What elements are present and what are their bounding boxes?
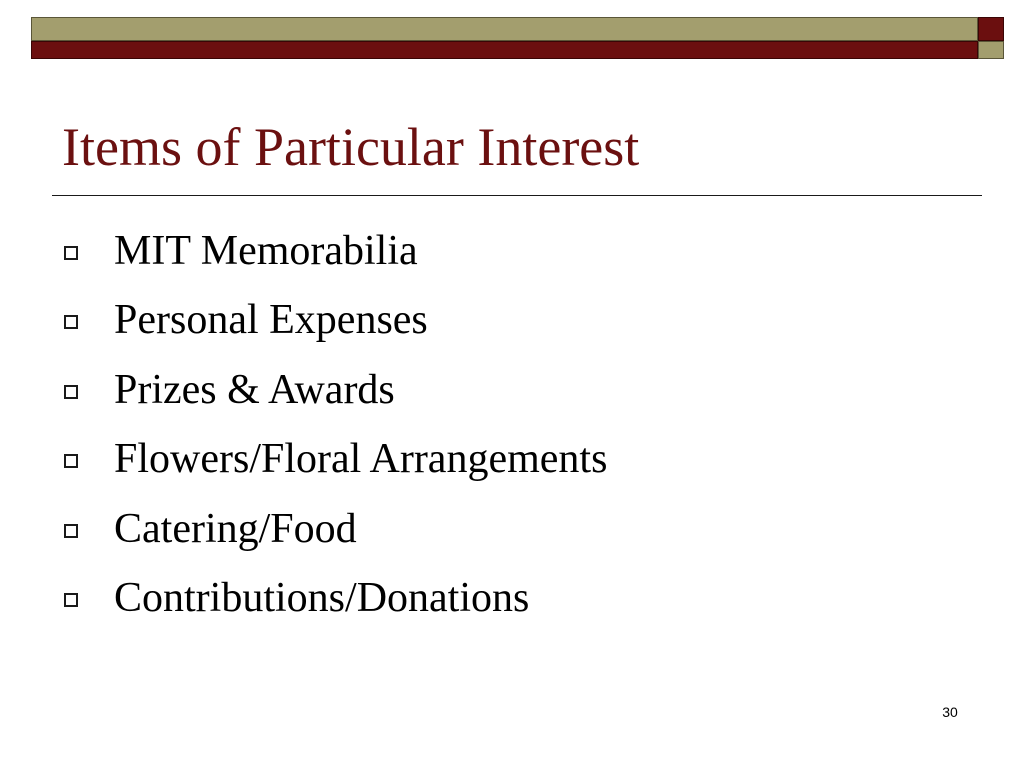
list-item: [64, 494, 607, 564]
square-bullet-icon: [64, 315, 78, 329]
list-item-text: Personal Expenses: [114, 297, 428, 344]
header-corner-maroon: [978, 17, 1004, 41]
title-divider: [52, 195, 982, 196]
list-item: [64, 286, 607, 356]
list-item-text: MIT Memorabilia: [114, 227, 418, 274]
square-bullet-icon: [64, 385, 78, 399]
list-item: [64, 216, 607, 286]
header-corner-olive: [978, 41, 1004, 59]
list-item-text: Flowers/Floral Arrangements: [114, 436, 608, 483]
slide-title: Items of Particular Interest: [62, 117, 640, 177]
square-bullet-icon: [64, 524, 78, 538]
bullet-list: [64, 216, 607, 633]
list-item: [64, 425, 607, 495]
list-item: [64, 564, 607, 634]
list-item-text: Prizes & Awards: [114, 366, 395, 413]
list-item-text: Contributions/Donations: [114, 575, 530, 622]
header-banner-maroon: [31, 41, 978, 59]
list-item: [64, 355, 607, 425]
slide-number: 30: [942, 704, 958, 720]
list-item-text: Catering/Food: [114, 505, 357, 552]
square-bullet-icon: [64, 246, 78, 260]
square-bullet-icon: [64, 454, 78, 468]
header-banner-olive: [31, 17, 978, 41]
square-bullet-icon: [64, 593, 78, 607]
